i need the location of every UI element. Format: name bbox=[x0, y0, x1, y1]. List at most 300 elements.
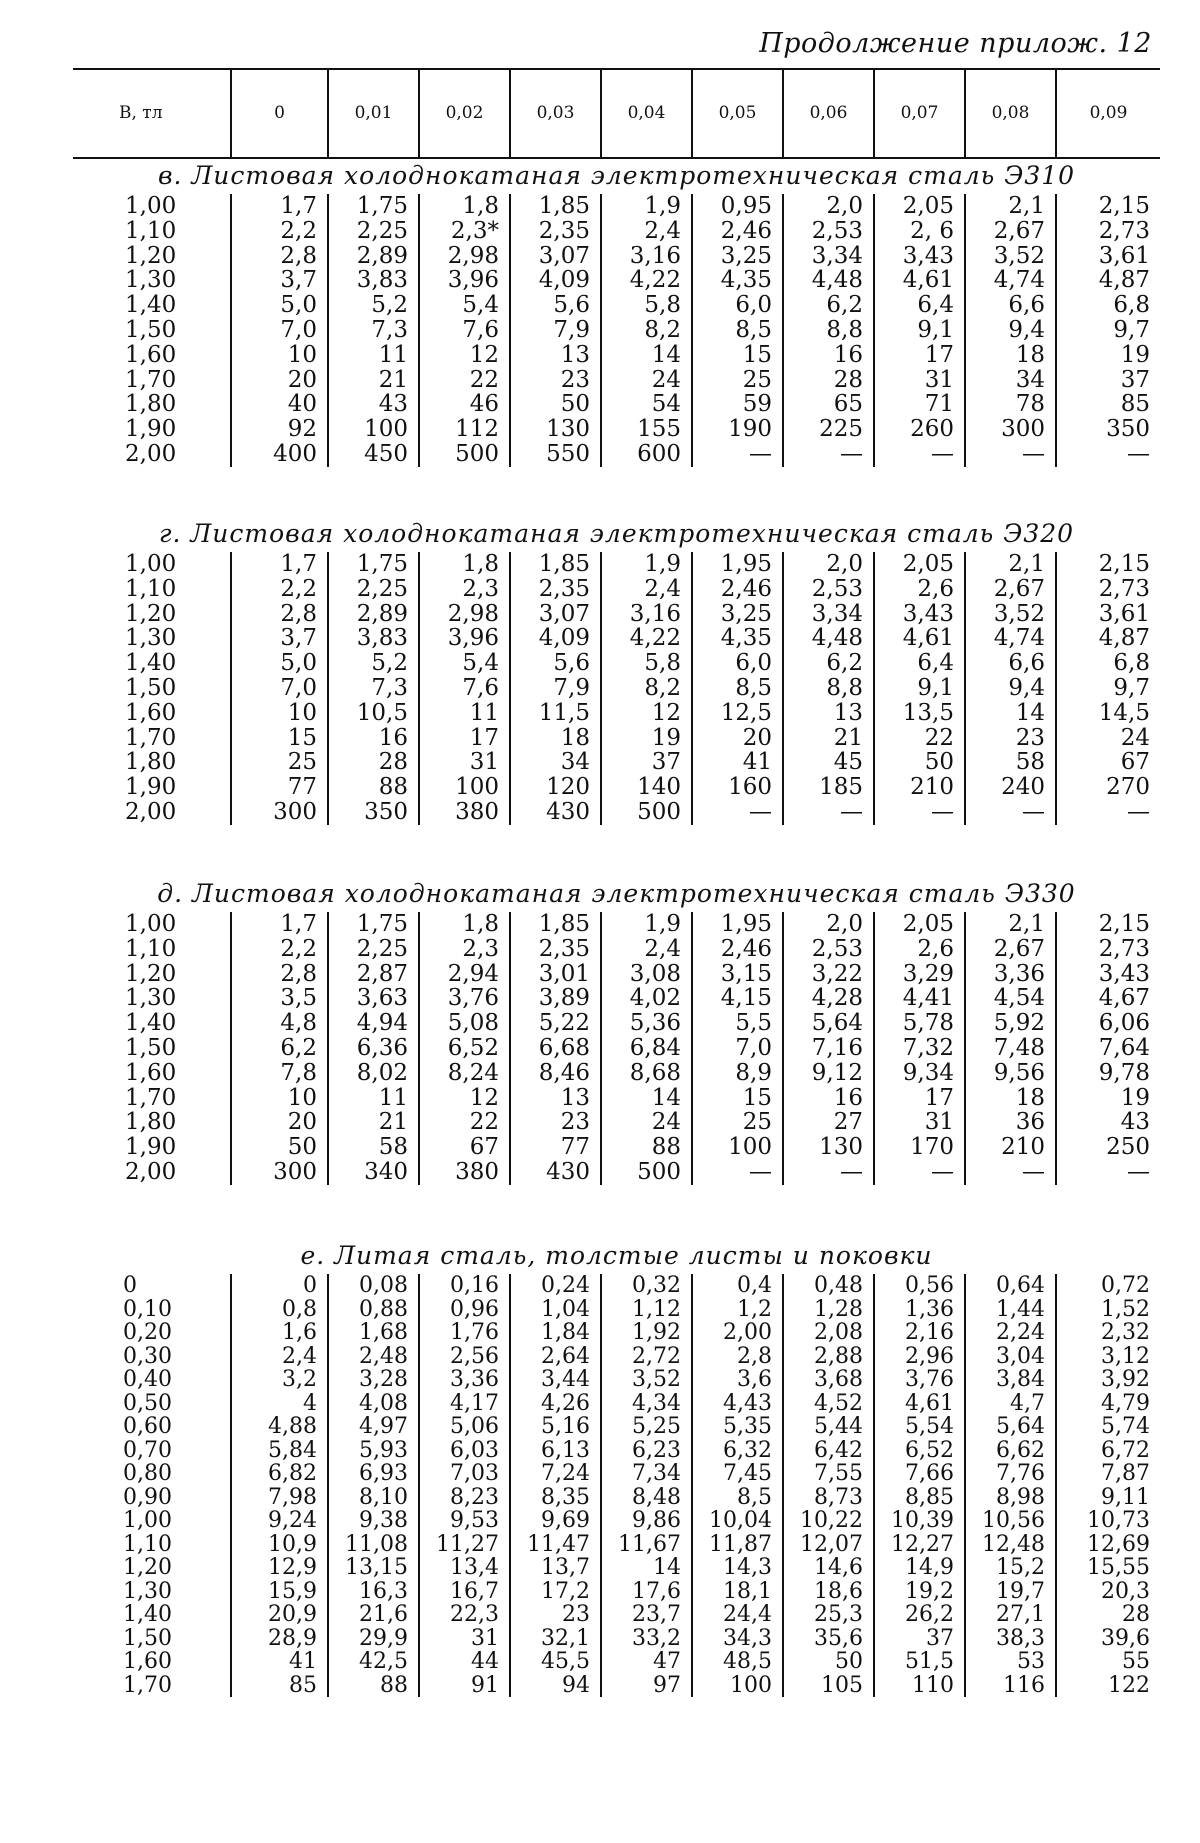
table-cell: 100 bbox=[328, 417, 419, 442]
table-cell: 8,23 bbox=[419, 1486, 510, 1510]
table-cell: 23 bbox=[510, 1603, 601, 1627]
table-cell: 4,52 bbox=[783, 1392, 874, 1416]
table-cell: 37 bbox=[601, 750, 692, 775]
table-cell: 85 bbox=[231, 1674, 328, 1698]
table-cell: 500 bbox=[601, 800, 692, 825]
table-cell: 8,9 bbox=[692, 1061, 783, 1086]
table-cell: 11 bbox=[328, 1086, 419, 1111]
table-cell: 23 bbox=[510, 368, 601, 393]
table-cell: 54 bbox=[601, 392, 692, 417]
table-row bbox=[73, 368, 1160, 393]
table-cell: 15 bbox=[231, 726, 328, 751]
table-cell: 2,35 bbox=[510, 577, 601, 602]
table-cell: 10,73 bbox=[1056, 1509, 1160, 1533]
table-cell: 6,84 bbox=[601, 1036, 692, 1061]
table-cell: 1,85 bbox=[510, 912, 601, 937]
table-row bbox=[73, 701, 1160, 726]
table-cell: 14,6 bbox=[783, 1556, 874, 1580]
table-cell: 3,83 bbox=[328, 268, 419, 293]
table-cell: 14 bbox=[601, 1556, 692, 1580]
row-label-b: 0 bbox=[123, 1273, 137, 1298]
table-cell: 0,72 bbox=[1056, 1274, 1160, 1298]
column-header-4: 0,03 bbox=[510, 68, 601, 158]
table-cell: 10 bbox=[231, 1086, 328, 1111]
table-cell: 3,07 bbox=[510, 602, 601, 627]
table-cell: 240 bbox=[965, 775, 1056, 800]
table-cell: 550 bbox=[510, 442, 601, 467]
table-cell: 2,98 bbox=[419, 244, 510, 269]
table-cell: 8,24 bbox=[419, 1061, 510, 1086]
table-cell: 160 bbox=[692, 775, 783, 800]
table-cell: 10,5 bbox=[328, 701, 419, 726]
table-cell: 100 bbox=[419, 775, 510, 800]
table-cell: — bbox=[1056, 1160, 1160, 1185]
table-cell: 16,7 bbox=[419, 1580, 510, 1604]
table-cell: 22 bbox=[419, 1110, 510, 1135]
table-section bbox=[73, 1238, 1160, 1697]
table-cell: 4,34 bbox=[601, 1392, 692, 1416]
table-cell: 4,15 bbox=[692, 986, 783, 1011]
row-label-b: 1,10 bbox=[123, 1531, 172, 1557]
table-cell: 4 bbox=[231, 1392, 328, 1416]
table-cell: 9,7 bbox=[1056, 676, 1160, 701]
row-label-b: 0,20 bbox=[123, 1320, 172, 1345]
table-cell: 5,64 bbox=[965, 1415, 1056, 1439]
table-cell: 19 bbox=[1056, 1086, 1160, 1111]
row-label-b: 0,30 bbox=[123, 1343, 172, 1369]
table-cell: 4,7 bbox=[965, 1392, 1056, 1416]
table-row bbox=[73, 268, 1160, 293]
table-cell: 2,48 bbox=[328, 1345, 419, 1369]
section-title: в. Листовая холоднокатаная электротехническая сталь Э310 bbox=[157, 161, 1076, 190]
column-header-5: 0,04 bbox=[601, 68, 692, 158]
table-cell: 3,15 bbox=[692, 962, 783, 987]
table-cell: 5,35 bbox=[692, 1415, 783, 1439]
table-cell: 7,34 bbox=[601, 1462, 692, 1486]
table-row bbox=[73, 1415, 1160, 1439]
table-cell: 18 bbox=[965, 1086, 1056, 1111]
table-row bbox=[73, 1533, 1160, 1557]
table-cell: 5,2 bbox=[328, 651, 419, 676]
row-label-b: 1,10 bbox=[125, 935, 177, 962]
table-cell: 12,48 bbox=[965, 1533, 1056, 1557]
table-cell: 88 bbox=[328, 1674, 419, 1698]
table-cell: 10,04 bbox=[692, 1509, 783, 1533]
table-cell: 47 bbox=[601, 1650, 692, 1674]
table-row bbox=[73, 750, 1160, 775]
table-cell: 100 bbox=[692, 1135, 783, 1160]
table-cell: 6,68 bbox=[510, 1036, 601, 1061]
table-cell: 2,0 bbox=[783, 194, 874, 219]
table-cell: 6,06 bbox=[1056, 1011, 1160, 1036]
table-cell: 20 bbox=[231, 368, 328, 393]
table-cell: 1,12 bbox=[601, 1298, 692, 1322]
row-label-b: 1,40 bbox=[125, 650, 177, 677]
table-cell: 430 bbox=[510, 1160, 601, 1185]
table-cell: — bbox=[692, 800, 783, 825]
table-cell: 7,6 bbox=[419, 676, 510, 701]
table-cell: 15 bbox=[692, 343, 783, 368]
table-cell: 7,0 bbox=[692, 1036, 783, 1061]
table-cell: 300 bbox=[231, 800, 328, 825]
row-label-b: 1,90 bbox=[125, 1134, 177, 1161]
table-cell: 5,4 bbox=[419, 651, 510, 676]
table-cell: 8,5 bbox=[692, 676, 783, 701]
table-cell: 7,32 bbox=[874, 1036, 965, 1061]
table-cell: 3,5 bbox=[231, 986, 328, 1011]
table-cell: 7,48 bbox=[965, 1036, 1056, 1061]
table-cell: 17,2 bbox=[510, 1580, 601, 1604]
table-cell: 4,61 bbox=[874, 268, 965, 293]
table-cell: 4,74 bbox=[965, 626, 1056, 651]
table-cell: 11,08 bbox=[328, 1533, 419, 1557]
table-cell: 1,92 bbox=[601, 1321, 692, 1345]
row-label-b: 1,30 bbox=[125, 267, 177, 294]
table-cell: 21 bbox=[328, 1110, 419, 1135]
table-cell: 6,23 bbox=[601, 1439, 692, 1463]
table-cell: 9,69 bbox=[510, 1509, 601, 1533]
row-label-b: 1,90 bbox=[125, 416, 177, 443]
table-cell: 0,96 bbox=[419, 1298, 510, 1322]
row-label-b: 1,50 bbox=[125, 1034, 177, 1061]
table-cell: 0,24 bbox=[510, 1274, 601, 1298]
table-cell: 1,95 bbox=[692, 912, 783, 937]
table-cell: 600 bbox=[601, 442, 692, 467]
table-cell: 41 bbox=[231, 1650, 328, 1674]
table-cell: 8,68 bbox=[601, 1061, 692, 1086]
table-cell: 6,0 bbox=[692, 651, 783, 676]
table-cell: 8,73 bbox=[783, 1486, 874, 1510]
table-cell: 8,2 bbox=[601, 676, 692, 701]
row-label-b: 1,30 bbox=[125, 985, 177, 1012]
table-cell: 300 bbox=[231, 1160, 328, 1185]
table-cell: 11,87 bbox=[692, 1533, 783, 1557]
table-cell: 0,16 bbox=[419, 1274, 510, 1298]
table-cell: 1,75 bbox=[328, 194, 419, 219]
table-cell: 5,44 bbox=[783, 1415, 874, 1439]
row-label-b: 0,50 bbox=[123, 1390, 172, 1416]
table-cell: 6,82 bbox=[231, 1462, 328, 1486]
table-cell: 10 bbox=[231, 343, 328, 368]
table-cell: 400 bbox=[231, 442, 328, 467]
table-row bbox=[73, 800, 1160, 825]
table-cell: 4,02 bbox=[601, 986, 692, 1011]
table-row bbox=[73, 1036, 1160, 1061]
table-cell: 2,1 bbox=[965, 552, 1056, 577]
table-cell: 25 bbox=[231, 750, 328, 775]
table-cell: 8,48 bbox=[601, 1486, 692, 1510]
table-row bbox=[73, 1650, 1160, 1674]
table-cell: 1,8 bbox=[419, 552, 510, 577]
table-cell: 2,24 bbox=[965, 1321, 1056, 1345]
table-cell: 2,46 bbox=[692, 577, 783, 602]
table-cell: 0,64 bbox=[965, 1274, 1056, 1298]
row-label-b: 1,80 bbox=[125, 391, 177, 418]
table-cell: 18,6 bbox=[783, 1580, 874, 1604]
table-row bbox=[73, 1674, 1160, 1698]
table-row bbox=[73, 244, 1160, 269]
table-cell: 2,8 bbox=[231, 962, 328, 987]
table-cell: 2,25 bbox=[328, 937, 419, 962]
table-cell: 210 bbox=[965, 1135, 1056, 1160]
table-cell: 2,05 bbox=[874, 552, 965, 577]
table-cell: 22 bbox=[419, 368, 510, 393]
table-cell: 14,9 bbox=[874, 1556, 965, 1580]
table-cell: 5,16 bbox=[510, 1415, 601, 1439]
table-cell: 3,01 bbox=[510, 962, 601, 987]
table-cell: 3,68 bbox=[783, 1368, 874, 1392]
table-cell: 21,6 bbox=[328, 1603, 419, 1627]
table-cell: 7,9 bbox=[510, 676, 601, 701]
table-cell: 77 bbox=[231, 775, 328, 800]
table-cell: — bbox=[874, 1160, 965, 1185]
table-cell: 5,4 bbox=[419, 293, 510, 318]
table-cell: 2,6 bbox=[874, 577, 965, 602]
row-label-b: 1,30 bbox=[125, 625, 177, 652]
table-cell: 6,2 bbox=[783, 293, 874, 318]
table-cell: 112 bbox=[419, 417, 510, 442]
table-cell: 4,87 bbox=[1056, 268, 1160, 293]
table-cell: 20 bbox=[692, 726, 783, 751]
table-cell: 2,72 bbox=[601, 1345, 692, 1369]
table-cell: 33,2 bbox=[601, 1627, 692, 1651]
table-cell: 6,4 bbox=[874, 293, 965, 318]
table-cell: 3,28 bbox=[328, 1368, 419, 1392]
table-cell: 210 bbox=[874, 775, 965, 800]
table-cell: 10 bbox=[231, 701, 328, 726]
row-label-b: 1,00 bbox=[123, 1508, 172, 1533]
table-cell: 65 bbox=[783, 392, 874, 417]
table-cell: 1,36 bbox=[874, 1298, 965, 1322]
table-cell: 34,3 bbox=[692, 1627, 783, 1651]
table-cell: — bbox=[874, 800, 965, 825]
table-cell: 3,96 bbox=[419, 268, 510, 293]
table-cell: 6,6 bbox=[965, 293, 1056, 318]
table-cell: 45 bbox=[783, 750, 874, 775]
table-cell: 100 bbox=[692, 1674, 783, 1698]
table-cell: 59 bbox=[692, 392, 783, 417]
table-cell: 37 bbox=[1056, 368, 1160, 393]
table-cell: 7,55 bbox=[783, 1462, 874, 1486]
table-cell: 18 bbox=[510, 726, 601, 751]
table-cell: 2,15 bbox=[1056, 194, 1160, 219]
table-cell: 2,4 bbox=[231, 1345, 328, 1369]
table-cell: 1,85 bbox=[510, 552, 601, 577]
table-cell: 92 bbox=[231, 417, 328, 442]
table-cell: — bbox=[1056, 442, 1160, 467]
table-cell: 13,15 bbox=[328, 1556, 419, 1580]
table-row bbox=[73, 937, 1160, 962]
table-cell: 7,03 bbox=[419, 1462, 510, 1486]
row-label-b: 1,70 bbox=[125, 724, 177, 751]
table-cell: 37 bbox=[874, 1627, 965, 1651]
table-cell: 1,95 bbox=[692, 552, 783, 577]
table-cell: 6,52 bbox=[874, 1439, 965, 1463]
table-cell: 7,76 bbox=[965, 1462, 1056, 1486]
table-cell: 7,3 bbox=[328, 676, 419, 701]
table-row bbox=[73, 1603, 1160, 1627]
table-cell: 130 bbox=[783, 1135, 874, 1160]
table-cell: 5,22 bbox=[510, 1011, 601, 1036]
table-cell: 2,67 bbox=[965, 219, 1056, 244]
table-cell: 9,86 bbox=[601, 1509, 692, 1533]
table-cell: 2,89 bbox=[328, 244, 419, 269]
table-cell: 20,9 bbox=[231, 1603, 328, 1627]
table-cell: 3,44 bbox=[510, 1368, 601, 1392]
table-cell: 24 bbox=[601, 368, 692, 393]
table-cell: 16,3 bbox=[328, 1580, 419, 1604]
table-cell: 40 bbox=[231, 392, 328, 417]
row-label-b: 2,00 bbox=[125, 798, 177, 825]
table-cell: 500 bbox=[419, 442, 510, 467]
row-label-b: 1,80 bbox=[125, 749, 177, 776]
table-cell: 2,87 bbox=[328, 962, 419, 987]
table-row bbox=[73, 1086, 1160, 1111]
table-row bbox=[73, 1556, 1160, 1580]
table-cell: 9,4 bbox=[965, 318, 1056, 343]
table-cell: 31 bbox=[419, 1627, 510, 1651]
table-cell: 4,97 bbox=[328, 1415, 419, 1439]
table-cell: 41 bbox=[692, 750, 783, 775]
table-cell: 2,8 bbox=[231, 244, 328, 269]
table-cell: 11,27 bbox=[419, 1533, 510, 1557]
table-cell: 4,35 bbox=[692, 268, 783, 293]
table-cell: 7,64 bbox=[1056, 1036, 1160, 1061]
column-header-9: 0,08 bbox=[965, 68, 1056, 158]
table-cell: 4,79 bbox=[1056, 1392, 1160, 1416]
table-cell: 12 bbox=[419, 1086, 510, 1111]
row-label-b: 1,30 bbox=[123, 1578, 172, 1604]
table-cell: 3,16 bbox=[601, 602, 692, 627]
table-cell: 2,1 bbox=[965, 194, 1056, 219]
table-cell: 2,46 bbox=[692, 937, 783, 962]
column-header-2: 0,01 bbox=[328, 68, 419, 158]
table-cell: 7,6 bbox=[419, 318, 510, 343]
table-cell: 35,6 bbox=[783, 1627, 874, 1651]
table-cell: 19,7 bbox=[965, 1580, 1056, 1604]
table-cell: 50 bbox=[874, 750, 965, 775]
table-cell: 6,0 bbox=[692, 293, 783, 318]
table-cell: 31 bbox=[874, 1110, 965, 1135]
table-cell: 6,03 bbox=[419, 1439, 510, 1463]
table-cell: 23 bbox=[510, 1110, 601, 1135]
row-label-b: 1,60 bbox=[125, 699, 177, 726]
table-cell: 8,5 bbox=[692, 318, 783, 343]
row-label-b: 1,50 bbox=[125, 316, 177, 343]
table-cell: — bbox=[692, 1160, 783, 1185]
table-cell: 20,3 bbox=[1056, 1580, 1160, 1604]
table-cell: 14 bbox=[601, 1086, 692, 1111]
table-cell: 19,2 bbox=[874, 1580, 965, 1604]
table-cell: 5,6 bbox=[510, 293, 601, 318]
table-cell: 8,8 bbox=[783, 318, 874, 343]
table-cell: 3,84 bbox=[965, 1368, 1056, 1392]
section-title: е. Литая сталь, толстые листы и поковки bbox=[300, 1241, 933, 1270]
table-cell: 0,08 bbox=[328, 1274, 419, 1298]
table-cell: 11,67 bbox=[601, 1533, 692, 1557]
table-cell: 1,8 bbox=[419, 194, 510, 219]
table-cell: 3,43 bbox=[874, 602, 965, 627]
table-cell: 116 bbox=[965, 1674, 1056, 1698]
table-cell: 3,36 bbox=[965, 962, 1056, 987]
column-header-10: 0,09 bbox=[1056, 68, 1160, 158]
table-cell: 8,35 bbox=[510, 1486, 601, 1510]
table-cell: 5,84 bbox=[231, 1439, 328, 1463]
row-label-b: 1,40 bbox=[125, 292, 177, 319]
table-cell: 350 bbox=[1056, 417, 1160, 442]
table-cell: 39,6 bbox=[1056, 1627, 1160, 1651]
table-cell: 32,1 bbox=[510, 1627, 601, 1651]
table-cell: 500 bbox=[601, 1160, 692, 1185]
data-table bbox=[73, 1274, 1160, 1697]
table-cell: 1,6 bbox=[231, 1321, 328, 1345]
table-cell: 12,5 bbox=[692, 701, 783, 726]
table-cell: 51,5 bbox=[874, 1650, 965, 1674]
table-cell: 46 bbox=[419, 392, 510, 417]
row-label-b: 1,00 bbox=[125, 193, 177, 219]
table-cell: 2,4 bbox=[601, 937, 692, 962]
table-cell: 1,84 bbox=[510, 1321, 601, 1345]
table-cell: 17 bbox=[419, 726, 510, 751]
table-cell: 6,8 bbox=[1056, 293, 1160, 318]
table-cell: 380 bbox=[419, 800, 510, 825]
table-cell: 1,7 bbox=[231, 552, 328, 577]
row-label-b: 0,40 bbox=[123, 1367, 172, 1392]
table-row bbox=[73, 1135, 1160, 1160]
table-cell: 2,25 bbox=[328, 577, 419, 602]
table-row bbox=[73, 417, 1160, 442]
table-cell: 1,9 bbox=[601, 194, 692, 219]
table-cell: 6,2 bbox=[783, 651, 874, 676]
table-row bbox=[73, 442, 1160, 467]
row-label-b: 1,20 bbox=[125, 960, 177, 987]
table-cell: 20 bbox=[231, 1110, 328, 1135]
row-label-b: 1,90 bbox=[125, 774, 177, 801]
table-cell: 23,7 bbox=[601, 1603, 692, 1627]
row-label-b: 1,60 bbox=[125, 1059, 177, 1086]
column-header-1: 0 bbox=[231, 68, 328, 158]
table-cell: 53 bbox=[965, 1650, 1056, 1674]
table-cell: 1,04 bbox=[510, 1298, 601, 1322]
table-cell: 8,98 bbox=[965, 1486, 1056, 1510]
row-label-b: 0,80 bbox=[123, 1461, 172, 1486]
table-cell: 2, 6 bbox=[874, 219, 965, 244]
table-cell: 9,1 bbox=[874, 676, 965, 701]
table-row bbox=[73, 1368, 1160, 1392]
table-cell: 2,46 bbox=[692, 219, 783, 244]
table-cell: 24 bbox=[1056, 726, 1160, 751]
table-cell: 2,2 bbox=[231, 219, 328, 244]
table-cell: 28 bbox=[328, 750, 419, 775]
table-cell: 88 bbox=[601, 1135, 692, 1160]
table-cell: 4,61 bbox=[874, 1392, 965, 1416]
table-cell: 7,98 bbox=[231, 1486, 328, 1510]
table-cell: 71 bbox=[874, 392, 965, 417]
table-cell: 3,36 bbox=[419, 1368, 510, 1392]
table-cell: — bbox=[965, 442, 1056, 467]
table-cell: 3,34 bbox=[783, 602, 874, 627]
table-cell: 67 bbox=[1056, 750, 1160, 775]
table-row bbox=[73, 1110, 1160, 1135]
table-cell: 4,08 bbox=[328, 1392, 419, 1416]
table-cell: 9,56 bbox=[965, 1061, 1056, 1086]
table-cell: 3,52 bbox=[965, 602, 1056, 627]
table-cell: 5,93 bbox=[328, 1439, 419, 1463]
table-cell: 1,9 bbox=[601, 552, 692, 577]
table-cell: 24,4 bbox=[692, 1603, 783, 1627]
table-cell: 12,69 bbox=[1056, 1533, 1160, 1557]
column-header-b: B, тл bbox=[119, 103, 163, 123]
